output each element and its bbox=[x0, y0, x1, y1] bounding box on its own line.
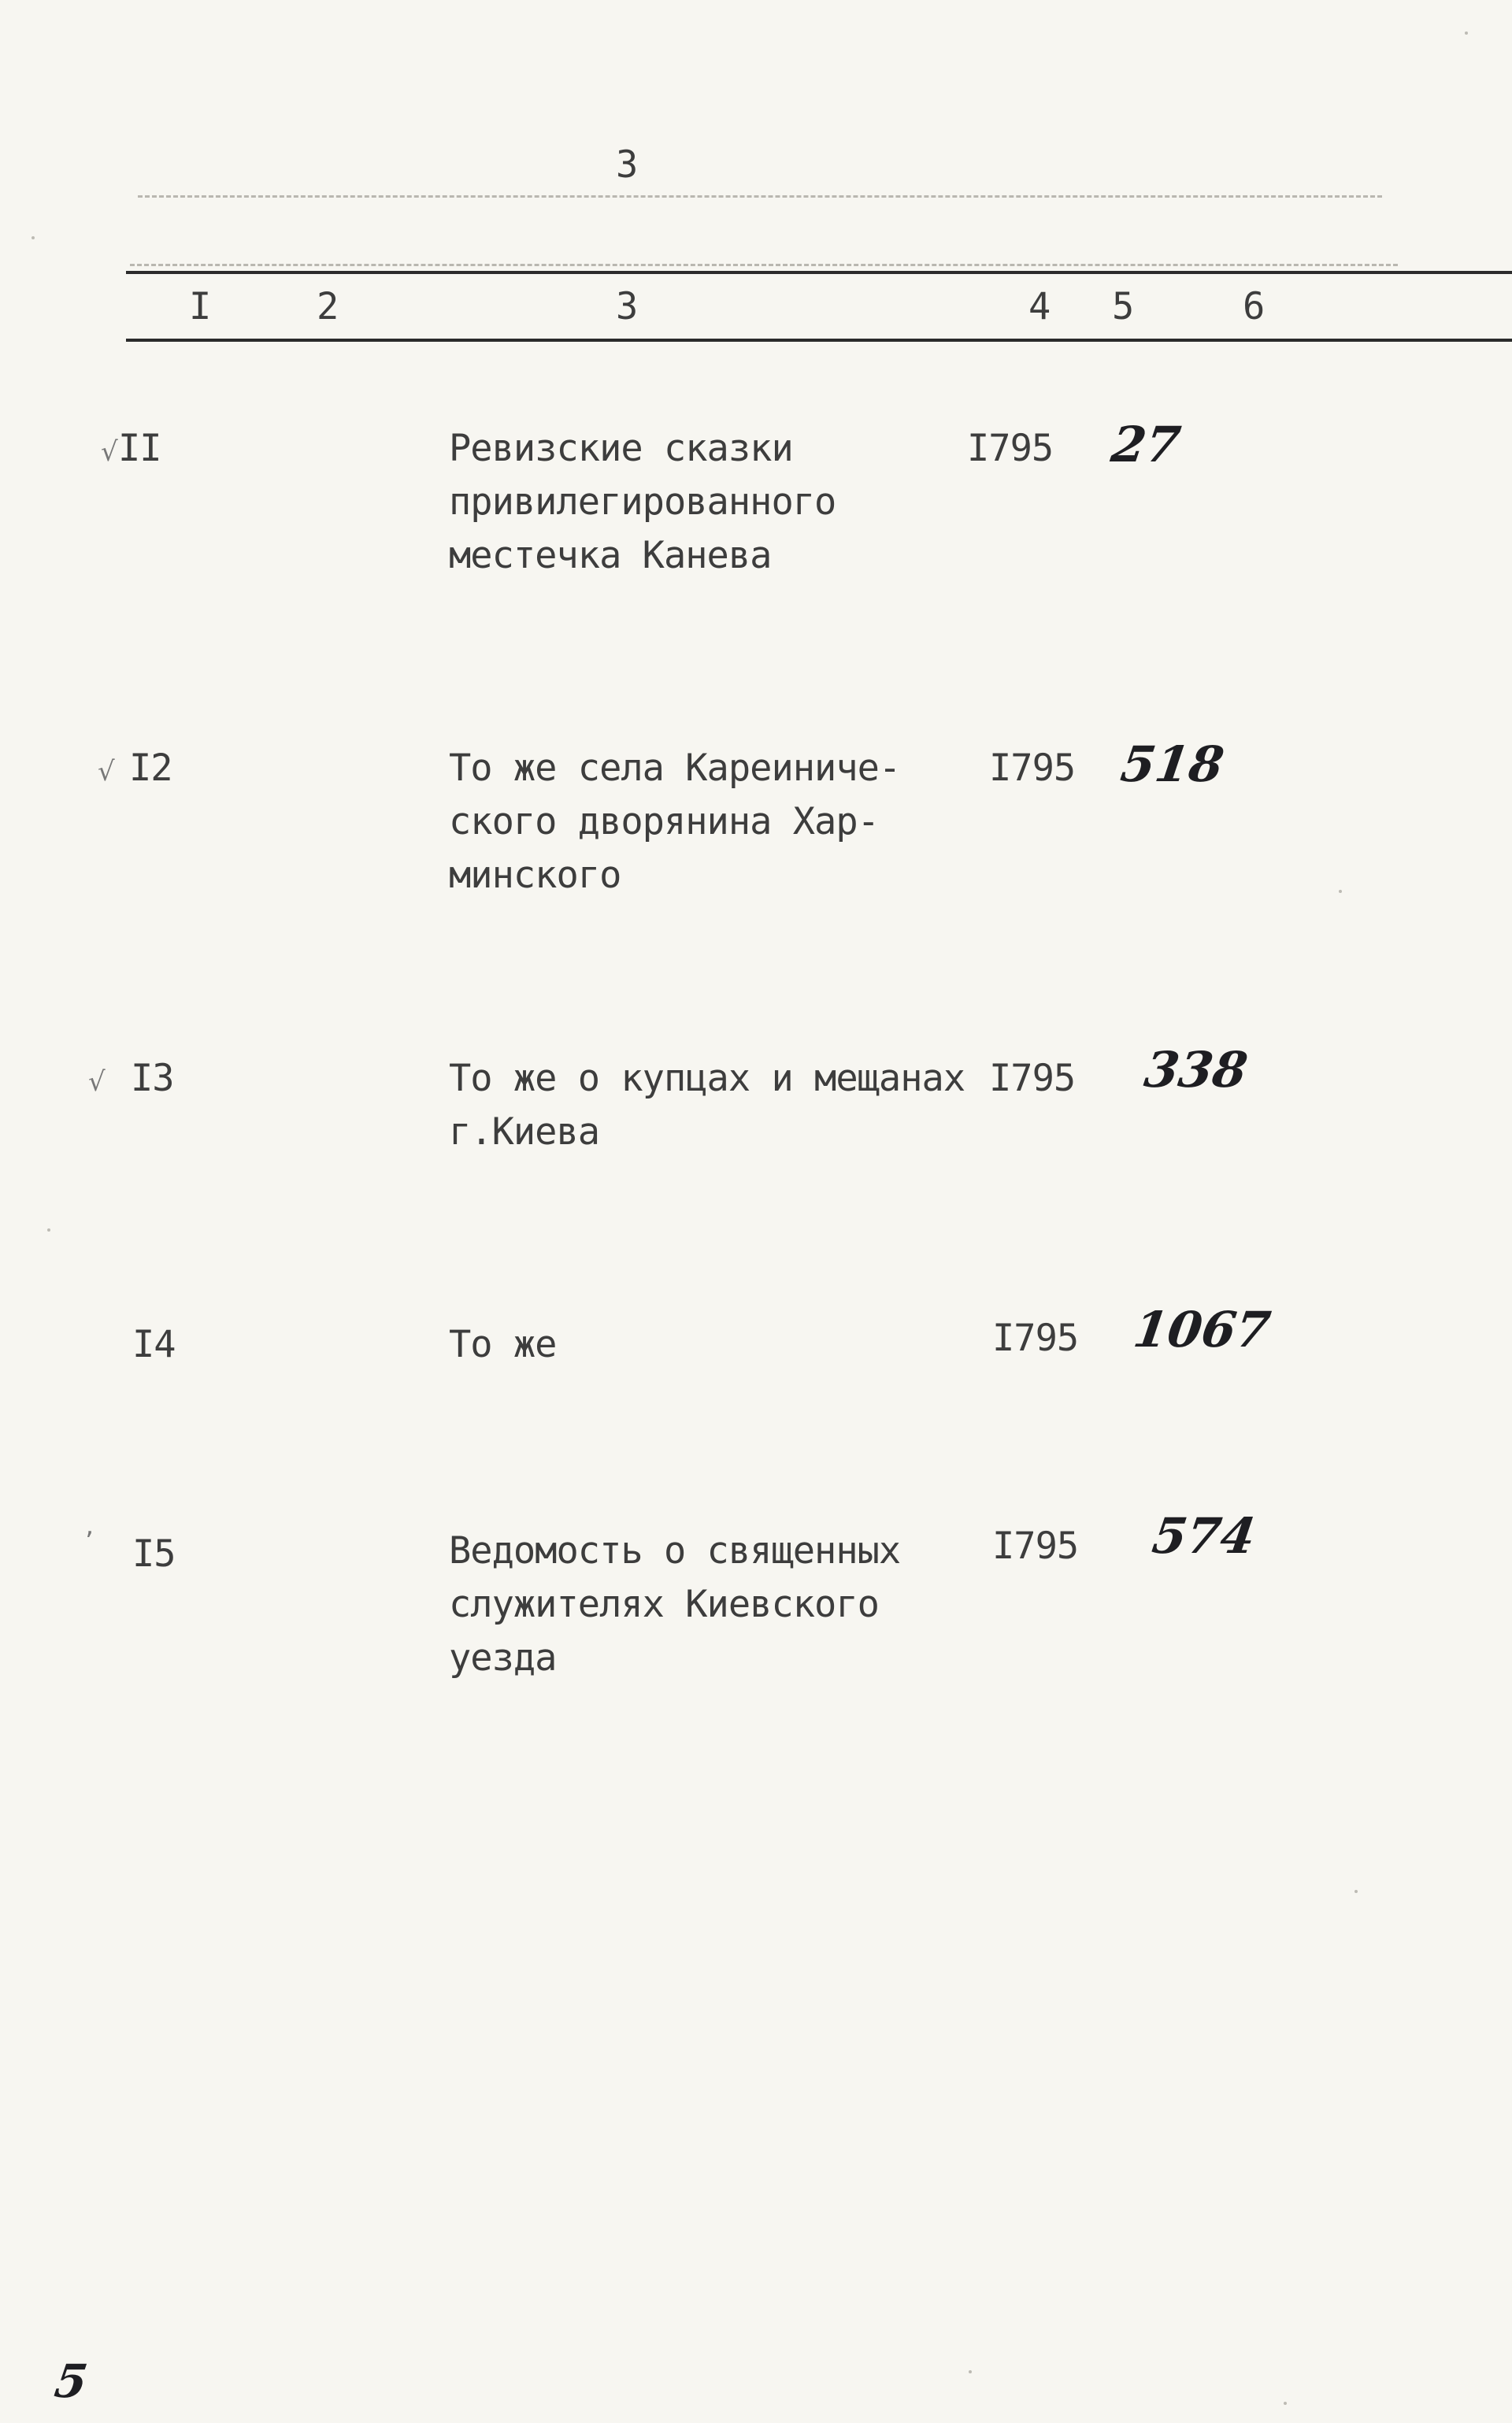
check-mark: ’ bbox=[85, 1526, 94, 1558]
scan-speck bbox=[969, 2370, 972, 2373]
column-header-4: 4 bbox=[1028, 285, 1051, 328]
item-year: I795 bbox=[992, 1525, 1079, 1568]
item-year: I795 bbox=[989, 747, 1076, 790]
check-mark: √ bbox=[88, 1066, 106, 1098]
scan-speck bbox=[1354, 1890, 1358, 1893]
handwritten-sheet-count: 574 bbox=[1148, 1507, 1259, 1565]
header-bottom-rule bbox=[126, 339, 1512, 342]
item-description-line: То же о купцах и мещанах bbox=[449, 1057, 965, 1100]
item-description-line: привилегированного bbox=[449, 480, 836, 524]
handwritten-sheet-count: 338 bbox=[1140, 1041, 1251, 1099]
page-number: 3 bbox=[616, 143, 638, 187]
check-mark: √ bbox=[101, 436, 118, 468]
column-header-1: I bbox=[189, 285, 211, 328]
item-number: I2 bbox=[129, 747, 172, 790]
ghost-line-lower bbox=[130, 264, 1398, 266]
item-number: I3 bbox=[131, 1057, 174, 1100]
item-year: I795 bbox=[989, 1057, 1076, 1100]
item-year: I795 bbox=[967, 427, 1054, 470]
item-description-line: Ведомость о священных bbox=[449, 1529, 901, 1573]
scan-speck bbox=[47, 1228, 50, 1232]
column-header-2: 2 bbox=[317, 285, 339, 328]
column-header-3: 3 bbox=[616, 285, 638, 328]
ghost-line-top bbox=[138, 195, 1382, 198]
check-mark: √ bbox=[98, 756, 115, 787]
column-header-5: 5 bbox=[1112, 285, 1134, 328]
handwritten-sheet-mark: 5 bbox=[51, 2354, 91, 2408]
column-header-6: 6 bbox=[1243, 285, 1265, 328]
item-description-line: служителях Киевского bbox=[449, 1583, 879, 1626]
item-description-line: уезда bbox=[449, 1636, 557, 1680]
item-number: I4 bbox=[132, 1323, 176, 1366]
scan-speck bbox=[32, 236, 35, 239]
item-description-line: Ревизские сказки bbox=[449, 427, 793, 470]
header-top-rule bbox=[126, 271, 1512, 274]
item-description-line: То же села Кареиниче- bbox=[449, 747, 901, 790]
handwritten-sheet-count: 1067 bbox=[1129, 1301, 1274, 1358]
item-description-line: г.Киева bbox=[449, 1110, 600, 1154]
scan-speck bbox=[1284, 2402, 1287, 2405]
scan-speck bbox=[1339, 890, 1342, 893]
item-description-line: минского bbox=[449, 854, 621, 897]
handwritten-sheet-count: 518 bbox=[1117, 735, 1228, 793]
handwritten-sheet-count: 27 bbox=[1107, 416, 1184, 473]
item-number: II bbox=[118, 427, 161, 470]
item-description-line: местечка Канева bbox=[449, 534, 772, 577]
item-number: I5 bbox=[132, 1532, 176, 1576]
item-year: I795 bbox=[992, 1317, 1079, 1360]
scan-speck bbox=[1465, 31, 1468, 35]
item-description-line: То же bbox=[449, 1323, 557, 1366]
item-description-line: ского дворянина Хар- bbox=[449, 800, 879, 843]
